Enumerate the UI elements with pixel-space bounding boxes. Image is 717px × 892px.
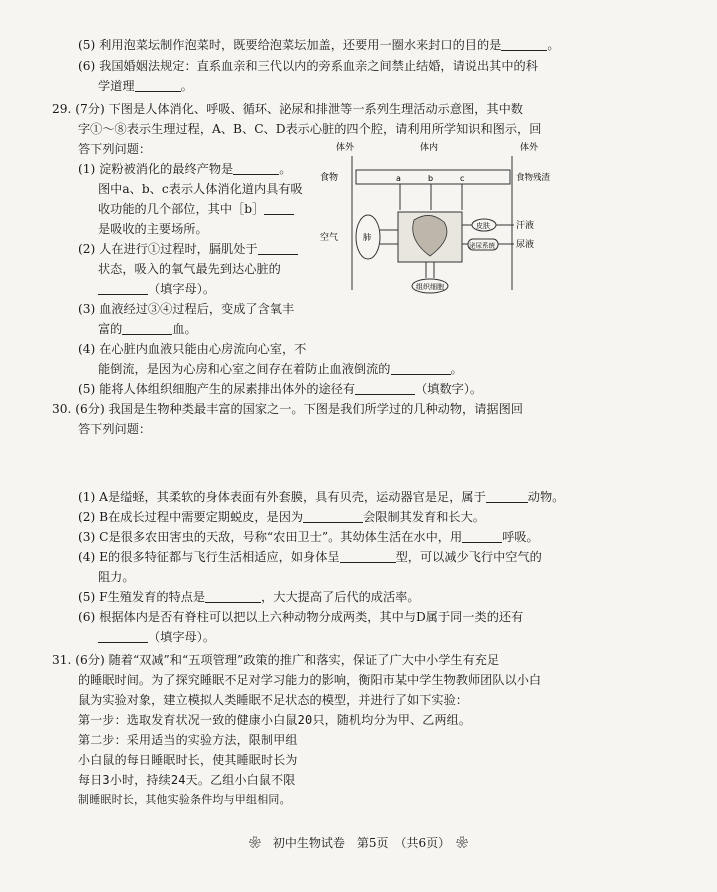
label-sweat: 汗液 xyxy=(516,221,535,231)
line-l2: (6) 我国婚姻法规定：直系血亲和三代以内的旁系血亲之间禁止结婚，请说出其中的科 xyxy=(78,59,538,73)
q29-stem-2: 字①～⑧表示生理过程，A、B、C、D表示心脏的四个腔，请利用所学知识和图示，回 xyxy=(78,122,542,136)
label-lung: 肺 xyxy=(363,233,371,242)
q30-4c: 阻力。 xyxy=(98,570,135,584)
q29-2a: (2) 人在进行①过程时，膈肌处于 xyxy=(78,240,298,259)
q29-stem-1: 29. (7分) 下图是人体消化、呼吸、循环、泌尿和排泄等一系列生理活动示意图，其中数 xyxy=(52,102,523,116)
label-outside-left: 体外 xyxy=(336,143,355,153)
page-footer: ❀ 初中生物试卷 第5页 （共6页） ❀ xyxy=(248,836,469,850)
q31-step2a: 第二步：采用适当的实验方法，限制甲组 xyxy=(78,733,298,747)
q30-1: (1) A是缢蛏，其柔软的身体表面有外套膜，具有贝壳，运动器官是足，属于 动物。 xyxy=(78,490,565,504)
line-l3: 学道理 。 xyxy=(98,79,193,93)
label-b: b xyxy=(428,174,434,183)
q29-1b: 图中a、b、c表示人体消化道内具有吸 xyxy=(98,182,303,196)
q30-2: (2) B在成长过程中需要定期蜕皮，是因为 会限制其发育和长大。 xyxy=(78,510,485,524)
q31-step2c: 每日3小时，持续24天。乙组小白鼠不限 xyxy=(78,773,296,787)
label-urinary: 泌尿系统 xyxy=(469,241,495,250)
label-air: 空气 xyxy=(320,233,339,243)
physiology-diagram xyxy=(316,140,551,300)
label-body-in: 体内 xyxy=(420,143,439,153)
label-residue: 食物残渣 xyxy=(516,173,551,183)
q30-6a: (6) 根据体内是否有脊柱可以把以上六种动物分成两类，其中与D属于同一类的还有 xyxy=(78,610,524,624)
label-skin: 皮肤 xyxy=(476,222,490,230)
q29-1a: (1) 淀粉被消化的最终产物是 。 xyxy=(78,162,292,176)
q29-4a: (4) 在心脏内血液只能由心房流向心室，不 xyxy=(78,342,307,356)
q31-step1: 第一步：选取发育状况一致的健康小白鼠20只，随机均分为甲、乙两组。 xyxy=(78,713,472,727)
q29-3a: (3) 血液经过③④过程后，变成了含氧丰 xyxy=(78,302,295,316)
q31-stem-1: 31. (6分) 随着“双减”和“五项管理”政策的推广和落实，保证了广大中小学生有充足 xyxy=(52,653,500,667)
q29-3b: 富的 血。 xyxy=(98,322,197,336)
q29-stem-3: 答下列问题： xyxy=(78,142,152,156)
q30-4a: (4) E的很多特征都与飞行生活相适应，如身体呈 型，可以减少飞行中空气的 xyxy=(78,550,542,564)
label-outside-right: 体外 xyxy=(520,143,539,153)
q29-5-line: (5) 能将人体组织细胞产生的尿素排出体外的途径有 （填数字）。 xyxy=(78,382,483,396)
q31-stem-3: 鼠为实验对象，建立模拟人类睡眠不足状态的模型，并进行了如下实验： xyxy=(78,693,468,707)
label-urine: 尿液 xyxy=(516,240,535,250)
q31-step2d: 制睡眠时长，其他实验条件均与甲组相同。 xyxy=(78,793,291,806)
q30-stem-1: 30. (6分) 我国是生物种类最丰富的国家之一。下图是我们所学过的几种动物，请据图回 xyxy=(52,402,523,416)
q29-1c: 收功能的几个部位，其中［b］ xyxy=(98,200,294,219)
q29-4b: 能倒流，是因为心房和心室之间存在着防止血液倒流的 。 xyxy=(98,362,463,376)
q29-2b: 状态，吸入的氧气最先到达心脏的 xyxy=(98,262,281,276)
line-l1: (5) 利用泡菜坛制作泡菜时，既要给泡菜坛加盖，还要用一圈水来封口的目的是 。 xyxy=(78,38,560,52)
label-tissue: 组织细胞 xyxy=(416,283,444,291)
q31-stem-2: 的睡眠时间。为了探究睡眠不足对学习能力的影响，衡阳市某中学生物教师团队以小白 xyxy=(78,673,542,687)
q30-5: (5) F生殖发育的特点是 ，大大提高了后代的成活率。 xyxy=(78,590,420,604)
q29-1d: 是吸收的主要场所。 xyxy=(98,222,208,236)
q30-6b: （填字母）。 xyxy=(98,628,215,647)
label-food: 食物 xyxy=(320,173,339,183)
q31-step2b: 小白鼠的每日睡眠时长，使其睡眠时长为 xyxy=(78,753,298,767)
q29-2c: （填字母）。 xyxy=(98,280,215,299)
label-a: a xyxy=(396,174,401,183)
q30-stem-2: 答下列问题： xyxy=(78,422,152,436)
q30-3: (3) C是很多农田害虫的天敌，号称“农田卫士”。其幼体生活在水中，用 呼吸。 xyxy=(78,530,539,544)
label-c: c xyxy=(460,174,465,183)
